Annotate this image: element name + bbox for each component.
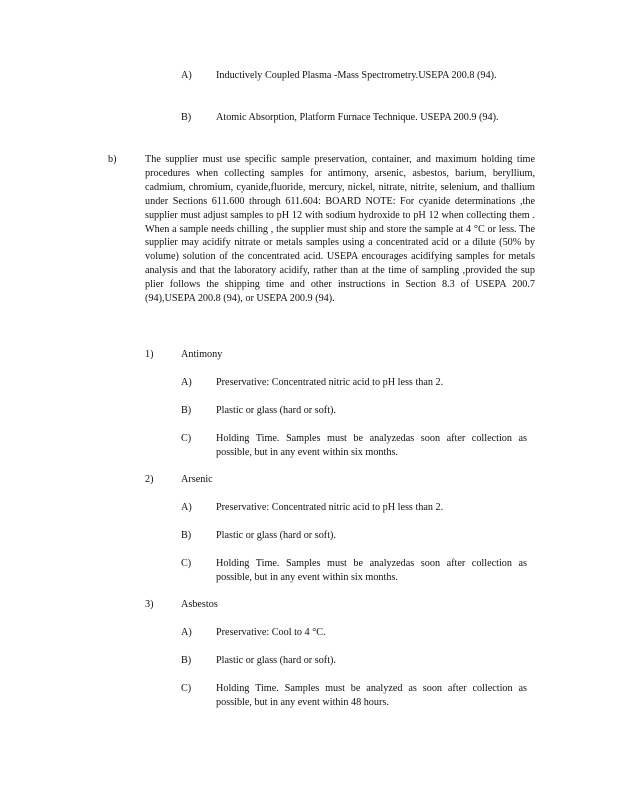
preservative-text: Preservative: Concentrated nitric acid to pH less than 2. bbox=[216, 502, 444, 513]
container-text: Plastic or glass (hard or soft). bbox=[216, 405, 336, 416]
analyte-name: Antimony bbox=[181, 349, 223, 360]
item-label: A) bbox=[181, 377, 192, 388]
holding-time-text: Holding Time. Samples must be analyzedas soon after collection as possible, but in any event within six months. bbox=[216, 558, 527, 583]
item-label: B) bbox=[181, 112, 192, 123]
item-label: A) bbox=[181, 627, 192, 638]
section-paragraph: The supplier must use specific sample preservation, container, and maximum holding time procedures when collecting samples for antimony, arsenic, asbestos, barium, beryllium, cadmium, chromium, cyanide,fluoride, mercury, nickel, nitrate, nitrite, selenium, and thallium under Sections 611.600 through 611.604: BOARD NOTE: For cyanide determinations ,the supplier must adjust samples to pH 12 with sodium hydroxide to pH 12 when collecting them . When a sample needs chilling , the supplier must ship and store the sample at 4 °C or less. The supplier may acidify nitrate or metals samples using a concentrated acid or a dilute (50% by volume) solution of the concentrated acid. USEPA encourages acidifying samples for metals analysis and that the laboratory acidify, rather than at the time of sampling ,provided the sup plier follows the shipping time and other instructions in Section 8.3 of USEPA 200.7 (94),USEPA 200.8 (94), or USEPA 200.9 (94). bbox=[145, 154, 535, 305]
item-label: C) bbox=[181, 683, 192, 694]
item-label: A) bbox=[181, 502, 192, 513]
analyte-name: Asbestos bbox=[181, 599, 218, 610]
container-text: Plastic or glass (hard or soft). bbox=[216, 530, 336, 541]
section-label: b) bbox=[108, 154, 117, 165]
method-item-text: Inductively Coupled Plasma -Mass Spectrometry.USEPA 200.8 (94). bbox=[216, 70, 497, 81]
item-label: B) bbox=[181, 530, 192, 541]
analyte-number: 3) bbox=[145, 599, 154, 610]
analyte-name: Arsenic bbox=[181, 474, 213, 485]
item-label: C) bbox=[181, 558, 192, 569]
method-item-text: Atomic Absorption, Platform Furnace Technique. USEPA 200.9 (94). bbox=[216, 112, 499, 123]
analyte-number: 2) bbox=[145, 474, 154, 485]
preservative-text: Preservative: Concentrated nitric acid to pH less than 2. bbox=[216, 377, 444, 388]
analyte-number: 1) bbox=[145, 349, 154, 360]
container-text: Plastic or glass (hard or soft). bbox=[216, 655, 336, 666]
item-label: B) bbox=[181, 655, 192, 666]
preservative-text: Preservative: Cool to 4 °C. bbox=[216, 627, 326, 638]
holding-time-text: Holding Time. Samples must be analyzedas soon after collection as possible, but in any event within six months. bbox=[216, 433, 527, 458]
item-label: B) bbox=[181, 405, 192, 416]
item-label: C) bbox=[181, 433, 192, 444]
holding-time-text: Holding Time. Samples must be analyzed as soon after collection as possible, but in any event within 48 hours. bbox=[216, 683, 527, 708]
item-label: A) bbox=[181, 70, 192, 81]
